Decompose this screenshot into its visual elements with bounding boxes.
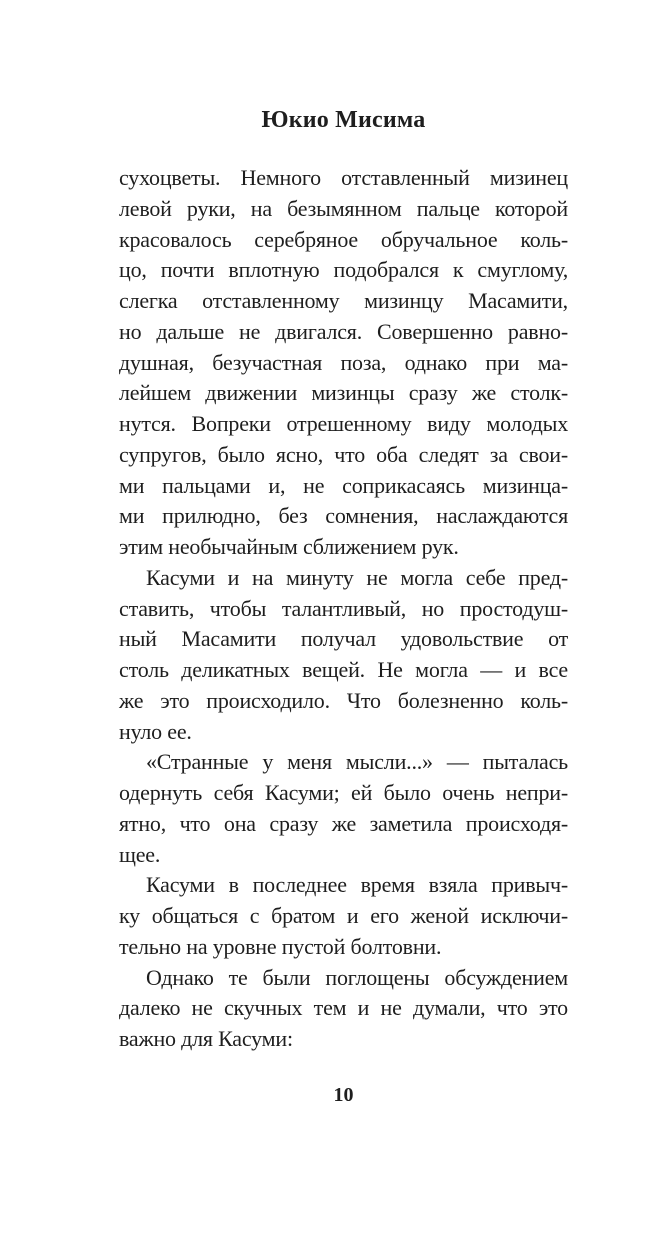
page-number: 10 [333, 1084, 354, 1106]
text-line: лейшем движении мизинцы сразу же столк- [119, 380, 568, 406]
text-line: столь деликатных вещей. Не могла — и все [119, 657, 568, 682]
text-line: щее. [119, 841, 161, 867]
text-line: нутся. Вопреки отрешенному виду молодых [119, 411, 568, 436]
text-line: красовалось серебряное обручальное коль- [119, 226, 568, 252]
text-line: далеко не скучных тем и не думали, что это [119, 995, 568, 1021]
text-line: душная, безучастная поза, однако при ма- [119, 349, 568, 375]
text-line: левой руки, на безымянном пальце которой [119, 195, 568, 221]
text-line: супругов, было ясно, что оба следят за свои- [119, 441, 568, 467]
text-line: но дальше не двигался. Совершенно равно- [119, 318, 568, 344]
text-line: сухоцветы. Немного отставленный мизинец [119, 165, 568, 190]
text-line: Касуми в последнее время взяла привыч- [146, 872, 568, 898]
text-line: ми пальцами и, не соприкасаясь мизинца- [119, 472, 568, 498]
text-line: тельно на уровне пустой болтовни. [119, 933, 442, 959]
text-line: Однако те были поглощены обсуждением [146, 964, 568, 990]
body-text-block [119, 163, 568, 1055]
text-line: же это происходило. Что болезненно коль- [119, 687, 568, 713]
text-line: одернуть себя Касуми; ей было очень непри- [119, 780, 568, 805]
text-line: ный Масамити получал удовольствие от [119, 626, 568, 652]
text-line: этим необычайным сближением рук. [119, 534, 459, 559]
text-line: слегка отставленному мизинцу Масамити, [119, 288, 568, 313]
text-line: важно для Касуми: [119, 1026, 293, 1051]
text-line: Касуми и на минуту не могла себе пред- [146, 564, 568, 590]
text-line: «Странные у меня мысли...» — пыталась [146, 749, 568, 775]
text-line: ку общаться с братом и его женой исключи- [119, 903, 568, 928]
running-head: Юкио Мисима [261, 107, 426, 133]
text-line: нуло ее. [119, 718, 192, 744]
text-line: цо, почти вплотную подобрался к смуглому, [119, 257, 568, 283]
text-line: ятно, что она сразу же заметила происходя- [119, 810, 568, 836]
text-line: ставить, чтобы талантливый, но простодуш- [119, 595, 568, 621]
text-line: ми прилюдно, без сомнения, наслаждаются [119, 503, 568, 529]
